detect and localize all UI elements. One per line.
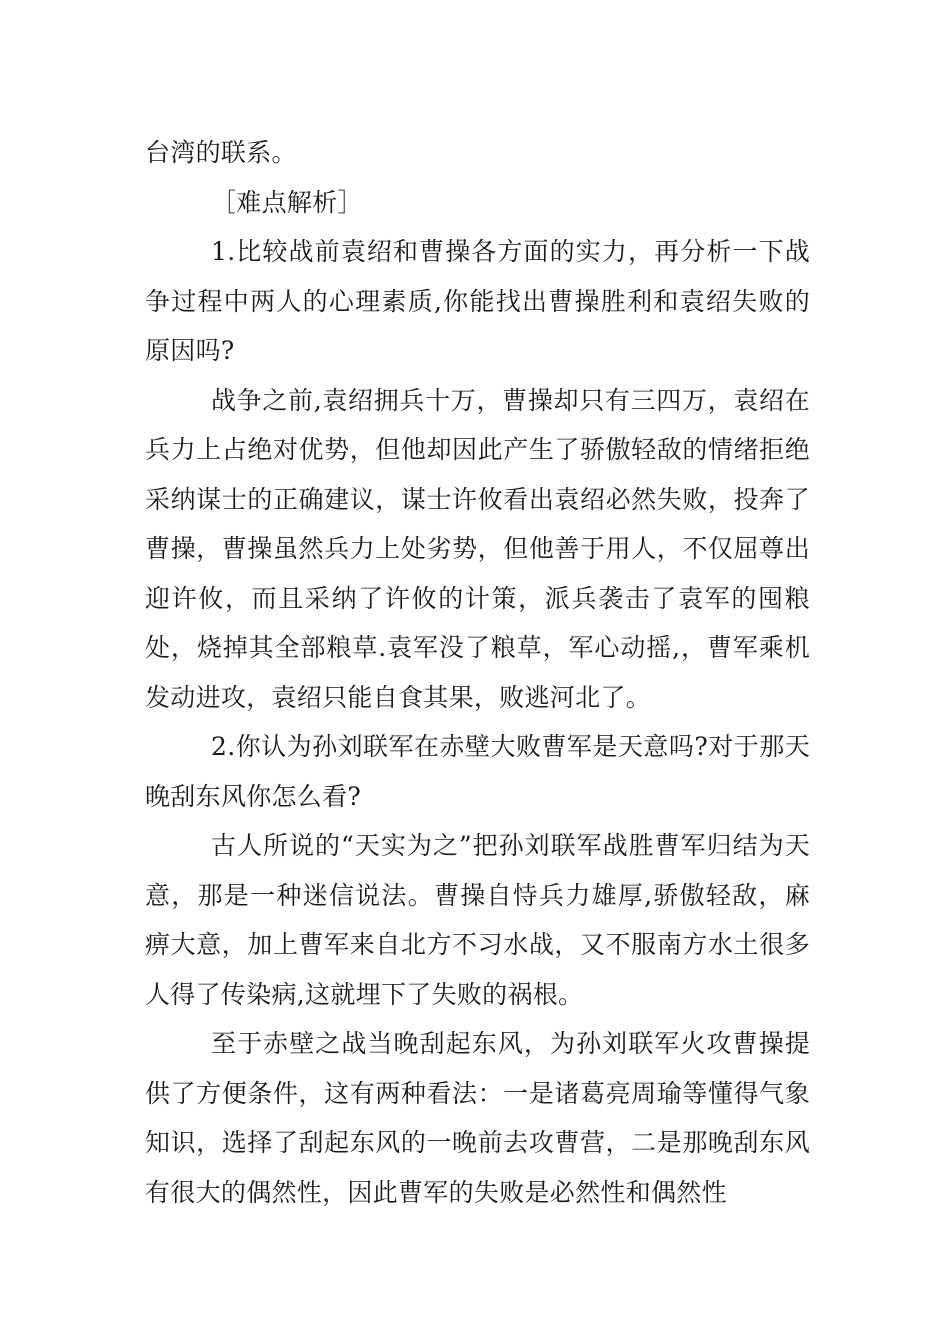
question-1: 1.比较战前袁绍和曹操各方面的实力，再分析一下战争过程中两人的心理素质,你能找出曹操胜利和袁绍失败的原因吗? <box>145 237 810 365</box>
question-2: 2.你认为孙刘联军在赤壁大败曹军是天意吗?对于那天晚刮东风你怎么看? <box>145 732 810 811</box>
answer-2-part-1: 古人所说的“天实为之”把孙刘联军战胜曹军归结为天意，那是一种迷信说法。曹操自恃兵力雄厚,骄傲轻敌，麻痹大意，加上曹军来自北方不习水战，又不服南方水土很多人得了传染病,这就埋下了失败的祸根。 <box>145 831 810 1009</box>
paragraph-continuation: 台湾的联系。 <box>145 138 297 167</box>
section-heading: ［难点解析］ <box>211 187 363 217</box>
document-body <box>145 128 810 1217</box>
answer-1: 战争之前,袁绍拥兵十万，曹操却只有三四万，袁绍在兵力上占绝对优势，但他却因此产生了骄傲轻敌的情绪拒绝采纳谋士的正确建议，谋士许攸看出袁绍必然失败，投奔了曹操，曹操虽然兵力上处劣势，但他善于用人，不仅屈尊出迎许攸，而且采纳了许攸的计策，派兵袭击了袁军的囤粮处，烧掉其全部粮草.袁军没了粮草，军心动摇,，曹军乘机发动进攻，袁绍只能自食其果，败逃河北了。 <box>145 385 810 712</box>
answer-2-part-2: 至于赤壁之战当晚刮起东风，为孙刘联军火攻曹操提供了方便条件，这有两种看法：一是诸葛亮周瑜等懂得气象知识，选择了刮起东风的一晚前去攻曹营，二是那晚刮东风有很大的偶然性，因此曹军的失败是必然性和偶然性 <box>145 1029 810 1207</box>
